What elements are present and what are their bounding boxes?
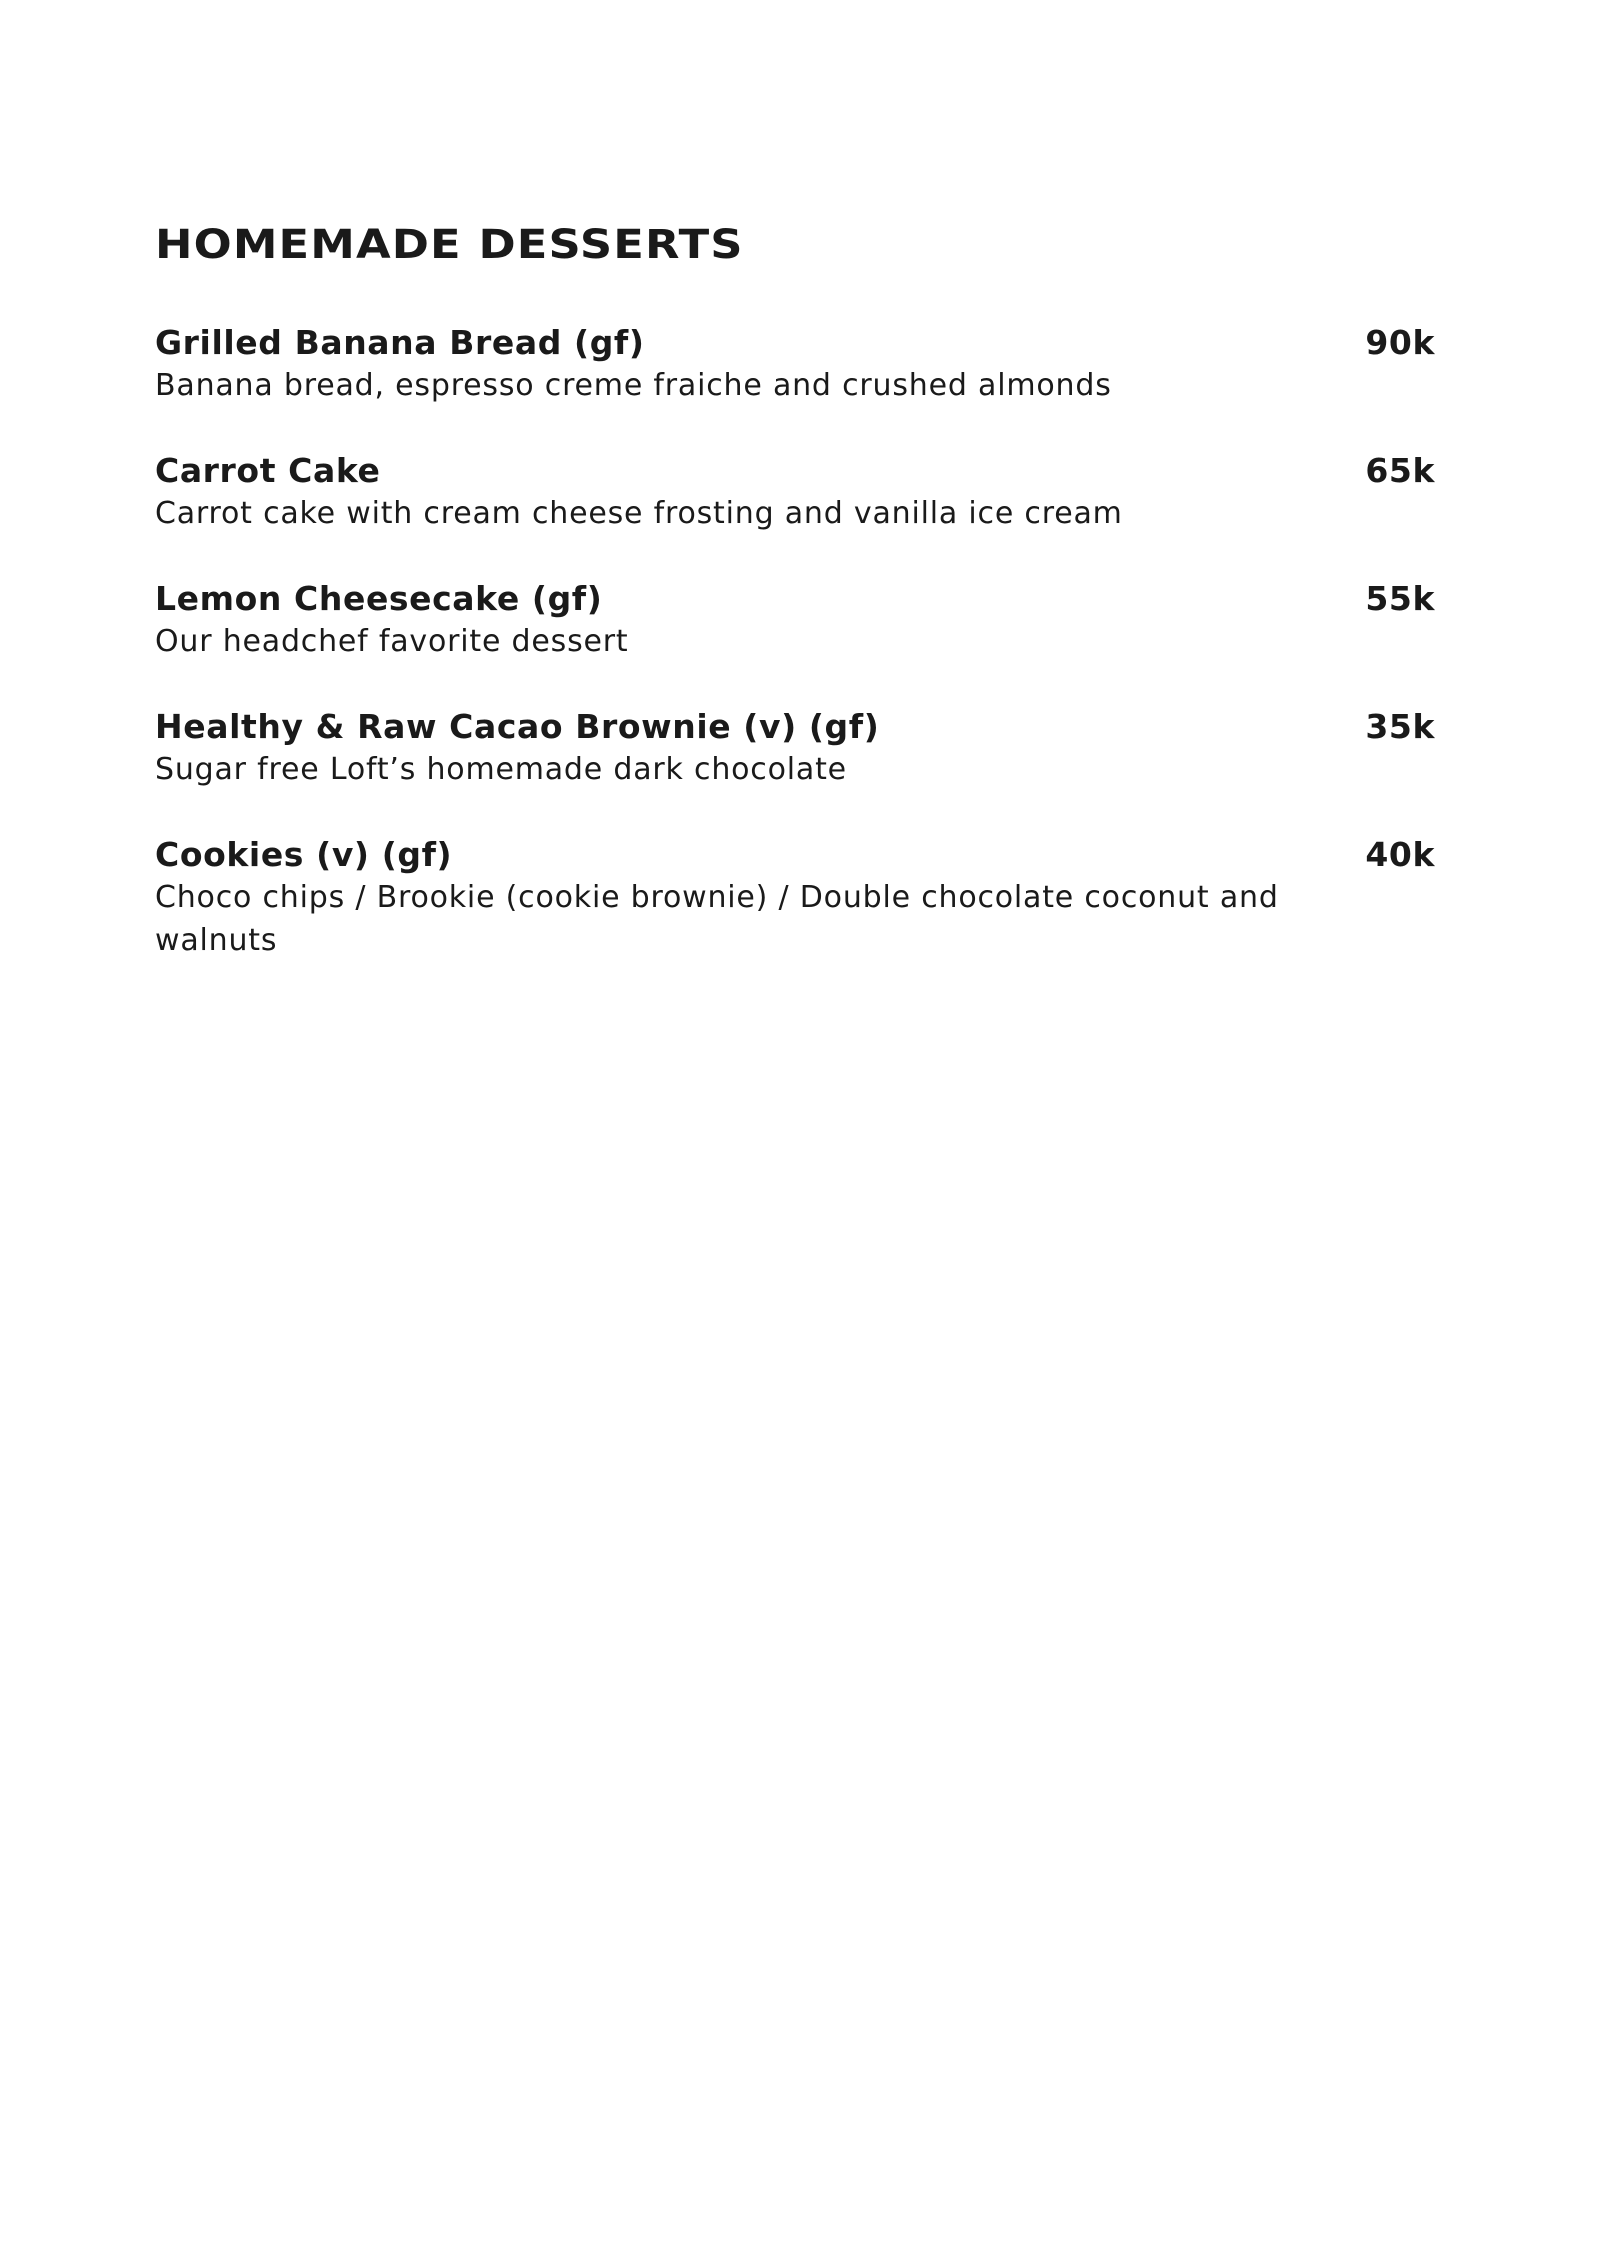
menu-item-price: 90k: [1365, 323, 1435, 362]
menu-item: [155, 579, 1435, 663]
menu-item-header: [155, 451, 1435, 491]
menu-item-header: [155, 835, 1435, 875]
menu-item-name: Lemon Cheesecake (gf): [155, 579, 603, 618]
menu-item-description: Choco chips / Brookie (cookie brownie) / Double chocolate coconut and walnuts: [155, 880, 1279, 958]
menu-item-name: Cookies (v) (gf): [155, 835, 453, 874]
menu-item-description: Banana bread, espresso creme fraiche and crushed almonds: [155, 368, 1112, 403]
menu-item: [155, 323, 1435, 407]
section-title: HOMEMADE DESSERTS: [155, 222, 744, 268]
menu-item-name: Carrot Cake: [155, 451, 381, 490]
menu-item: [155, 451, 1435, 535]
menu-item-price: 40k: [1365, 835, 1435, 874]
menu-item-price: 65k: [1365, 451, 1435, 490]
menu-item-header: [155, 707, 1435, 747]
menu-item-description: Our headchef favorite dessert: [155, 624, 629, 659]
menu-item-name: Grilled Banana Bread (gf): [155, 323, 645, 362]
menu-item-header: [155, 323, 1435, 363]
menu-item-description: Sugar free Loft’s homemade dark chocolate: [155, 752, 847, 787]
menu-item-price: 35k: [1365, 707, 1435, 746]
menu-item-description: Carrot cake with cream cheese frosting and vanilla ice cream: [155, 496, 1123, 531]
menu-item-header: [155, 579, 1435, 619]
menu-item-price: 55k: [1365, 579, 1435, 618]
menu-item-name: Healthy & Raw Cacao Brownie (v) (gf): [155, 707, 880, 746]
menu-page: [155, 215, 1435, 1006]
menu-item: [155, 835, 1435, 962]
menu-item: [155, 707, 1435, 791]
